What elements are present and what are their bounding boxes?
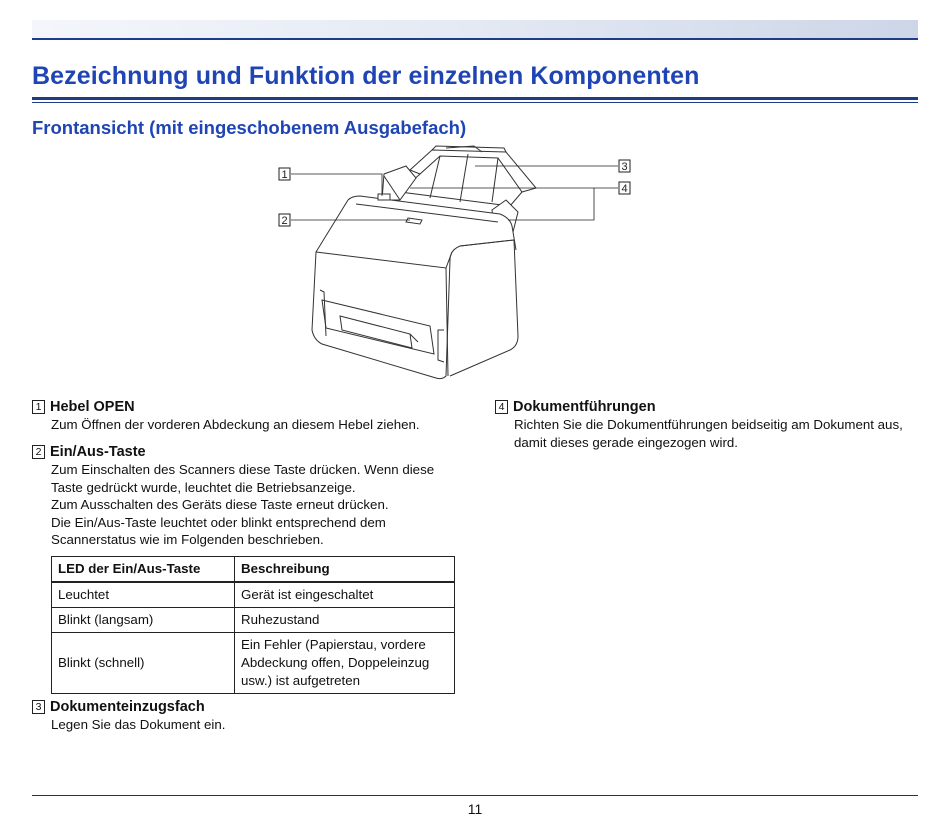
callout-2: 2 xyxy=(281,215,288,227)
section-heading xyxy=(32,699,225,715)
page-number: 11 xyxy=(467,801,483,817)
scanner-front-diagram xyxy=(260,140,650,385)
section-title: Frontansicht (mit eingeschobenem Ausgabefach) xyxy=(32,117,467,138)
table-row xyxy=(52,582,455,608)
table-row xyxy=(52,633,455,694)
body-line: Die Ein/Aus-Taste leuchtet oder blinkt entsprechend dem xyxy=(51,514,386,530)
callout-3: 3 xyxy=(621,161,628,173)
section-heading xyxy=(495,399,903,415)
section-heading xyxy=(32,444,434,460)
table-header-row xyxy=(52,557,455,583)
body-line: Zum Öffnen der vorderen Abdeckung an diesem Hebel ziehen. xyxy=(51,417,420,432)
cell-line: Ein Fehler (Papierstau, vordere xyxy=(241,637,426,652)
header-rule xyxy=(32,38,918,40)
table-cell: Blinkt (schnell) xyxy=(52,633,235,694)
footer-rule xyxy=(32,795,918,796)
document-feed-tray-drawing xyxy=(400,146,536,206)
body-line: Zum Einschalten des Scanners diese Taste drücken. Wenn diese xyxy=(51,462,435,477)
section-heading-text: Dokumenteinzugsfach xyxy=(50,699,205,715)
body-line: Richten Sie die Dokumentführungen beidseitig am Dokument aus, xyxy=(514,417,903,432)
number-box: 2 xyxy=(32,445,45,459)
callout-4: 4 xyxy=(621,183,628,195)
header-band xyxy=(32,20,918,38)
section-power-button xyxy=(32,444,434,549)
table-cell: Blinkt (langsam) xyxy=(52,608,235,633)
number-box: 1 xyxy=(32,400,45,414)
page-title: Bezeichnung und Funktion der einzelnen Komponenten xyxy=(32,62,700,90)
body-line: Taste gedrückt wurde, leuchtet die Betriebsanzeige. xyxy=(51,479,356,495)
section-heading xyxy=(32,399,420,415)
title-rule xyxy=(32,97,918,100)
section-feed-tray xyxy=(32,699,225,734)
column-header: Beschreibung xyxy=(235,557,455,583)
body-line: Scannerstatus wie im Folgenden beschrieben. xyxy=(51,532,324,547)
led-status-table xyxy=(51,556,455,694)
column-header: LED der Ein/Aus-Taste xyxy=(52,557,235,583)
number-box: 4 xyxy=(495,400,508,414)
table-cell: Gerät ist eingeschaltet xyxy=(235,582,455,608)
table-row xyxy=(52,608,455,633)
section-heading-text: Ein/Aus-Taste xyxy=(50,444,146,460)
number-box: 3 xyxy=(32,700,45,714)
cell-line: Abdeckung offen, Doppeleinzug xyxy=(241,655,430,670)
table-cell: Ruhezustand xyxy=(235,608,455,633)
table-cell xyxy=(235,633,455,694)
cell-line: usw.) ist aufgetreten xyxy=(241,673,360,688)
table-cell: Leuchtet xyxy=(52,582,235,608)
section-open-lever xyxy=(32,399,420,434)
body-line: Legen Sie das Dokument ein. xyxy=(51,717,226,732)
body-line: damit dieses gerade eingezogen wird. xyxy=(514,434,738,450)
callout-1: 1 xyxy=(281,169,288,181)
section-heading-text: Hebel OPEN xyxy=(50,399,135,415)
section-document-guides xyxy=(495,399,903,451)
section-heading-text: Dokumentführungen xyxy=(513,399,656,415)
body-line: Zum Ausschalten des Geräts diese Taste erneut drücken. xyxy=(51,497,389,512)
title-rule-thin xyxy=(32,102,918,103)
